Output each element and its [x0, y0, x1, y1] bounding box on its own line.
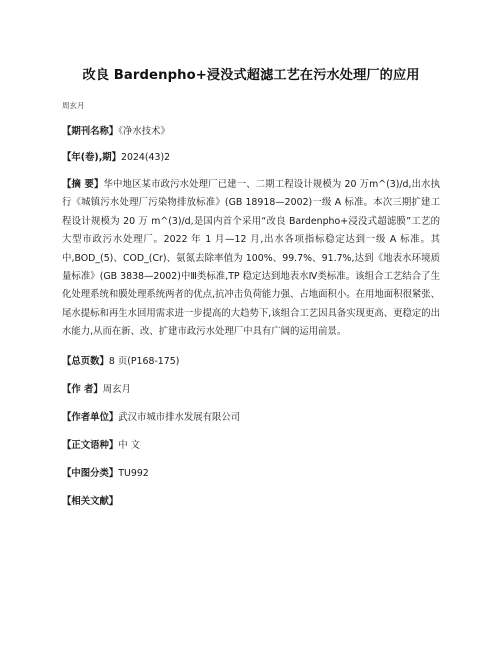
- field-author: [62, 381, 440, 399]
- field-author-label: 【作 者】: [62, 383, 103, 395]
- author-byline: 周玄月: [62, 101, 85, 110]
- field-related-label: 【相关文献】: [62, 495, 119, 507]
- field-author-unit-label: 【作者单位】: [62, 411, 119, 423]
- field-language: [62, 437, 440, 455]
- field-classification-value: TU992: [118, 467, 149, 479]
- field-related-literature: [62, 493, 440, 511]
- field-language-label: 【正文语种】: [62, 439, 119, 451]
- field-classification: [62, 465, 440, 483]
- field-abstract-value: 华中地区某市政污水处理厂已建一、二期工程设计规模为 20 万m^(3)/d,出水执行《城镇污水处理厂污染物排放标准》(GB 18918—2002)一级 A 标准。本次三期扩建工程设计规模为 20 万 m^(3)/d,是国内首个采用“改良 Bardenpho+浸没式超滤膜”工艺的大型市政污水处理厂。2022 年 1 月—12 月,出水各项指标稳定达到一级 A 标准。其中,BOD_(5)、COD_(Cr)、氨氮去除率值为 100%、99.7%、91.7%,达到《地表水环境质量标准》(GB 3838—2002)中Ⅲ类标准,TP 稳定达到地表水Ⅳ类标准。该组合工艺结合了生化处理系统和膜处理系统两者的优点,抗冲击负荷能力强、占地面积小。在用地面积很紧张、尾水提标和再生水回用需求进一步提高的大趋势下,该组合工艺因具备实现更高、更稳定的出水能力,从而在新、改、扩建市政污水处理厂中具有广阔的运用前景。: [62, 179, 441, 338]
- field-issue-value: 2024(43)2: [121, 152, 171, 163]
- field-journal-value: 《净水技术》: [118, 126, 170, 137]
- field-classification-label: 【中图分类】: [62, 467, 119, 479]
- field-author-unit-value: 武汉市城市排水发展有限公司: [118, 411, 241, 423]
- field-issue: [62, 149, 440, 167]
- field-journal: [62, 123, 440, 141]
- document-title: 改良 Bardenpho+浸没式超滤工艺在污水处理厂的应用: [82, 68, 420, 83]
- field-issue-label: 【年(卷),期】: [62, 152, 122, 163]
- field-abstract-label: 【摘 要】: [62, 179, 104, 190]
- field-author-unit: [62, 409, 440, 427]
- field-language-value: 中 文: [118, 439, 140, 451]
- field-pages-value: 8 页(P168-175): [108, 355, 180, 367]
- field-journal-label: 【期刊名称】: [62, 126, 119, 137]
- field-abstract: [62, 176, 440, 342]
- field-pages: [62, 353, 440, 371]
- field-pages-label: 【总页数】: [62, 355, 109, 367]
- field-author-value: 周玄月: [102, 383, 131, 395]
